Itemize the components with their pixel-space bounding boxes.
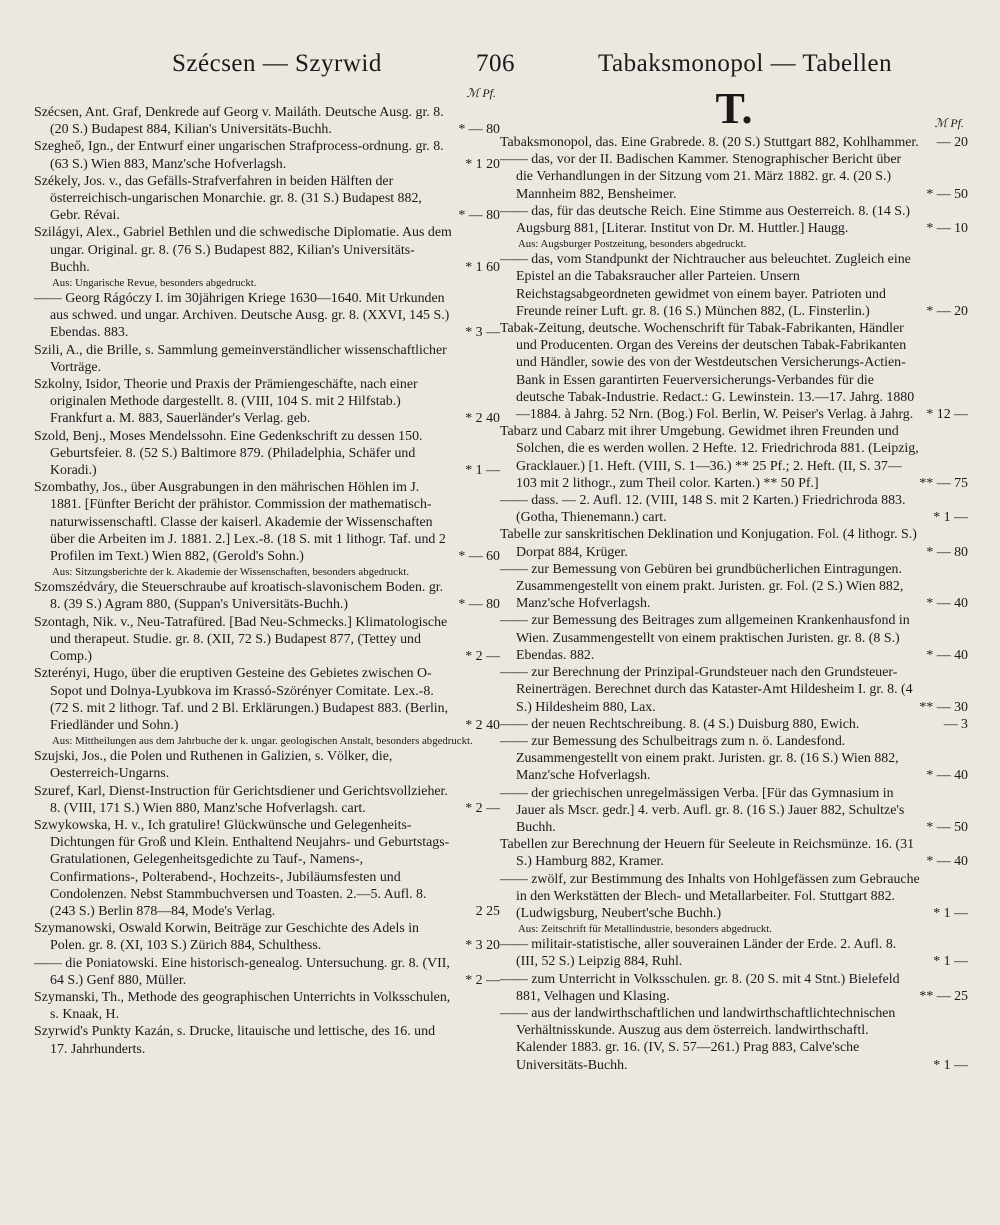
- entry-price: * 1 —: [933, 510, 968, 526]
- entry-note: Aus: Ungarische Revue, besonders abgedruckt.: [52, 277, 257, 290]
- entry-text: Tabak-Zeitung, deutsche. Wochenschrift für Tabak-Fabrikanten, Händler und Producenten. Organ des Vereins der deutschen Tabak-Fabrikanten und Händler, sowie des von der Westdeutschen Versicherungs-Actien-Bank in Essen garantirten Feuerversicherungs-Verbandes für die deutsche Tabak-Industrie. Redact.: G. Lewinstein. 13.—17. Jahrg. 1880—1884. à Jahrg. 52 Nrn. (Bog.) Fol. Berlin, W. Peiser's Verlag. à Jahrg.: [500, 321, 915, 423]
- entry-price: * — 80: [458, 208, 500, 224]
- entry-text: —— das, vor der II. Badischen Kammer. Stenographischer Bericht über die Verhandlungen in der Sitzung vom 21. März 1882. gr. 4. (20 S.) Mannheim 882, Bensheimer.: [500, 152, 902, 202]
- entry-price: — 20: [936, 135, 968, 150]
- bibliography-entry: [34, 989, 500, 1023]
- entry-price: ** — 30: [919, 699, 968, 715]
- entry-text: Szuref, Karl, Dienst-Instruction für Gerichtsdiener und Gerichtsvollzieher. 8. (VIII, 171 S.) Wien 880, Manz'sche Hofverlagsh. cart.: [34, 783, 448, 816]
- entry-text: Szegheő, Ign., der Entwurf einer ungarischen Strafprocess-ordnung. gr. 8. (63 S.) Wien 883, Manz'sche Hofverlagsh.: [34, 139, 444, 172]
- entry-price: 2 25: [475, 903, 500, 919]
- bibliography-entry: [500, 203, 968, 237]
- entry-text: —— der neuen Rechtschreibung. 8. (4 S.) Duisburg 880, Ewich.: [500, 716, 860, 732]
- entry-text: —— dass. — 2. Aufl. 12. (VIII, 148 S. mit 2 Karten.) Friedrichroda 883. (Gotha, Thienemann.) cart.: [500, 493, 906, 526]
- left-column: [34, 86, 500, 1058]
- entry-text: Szterényi, Hugo, über die eruptiven Gesteine des Gebietes zwischen O-Sopot und Dolnya-Lyubkova im Krassó-Szörényer Comitate. Lex.-8. (72 S. mit 2 lithogr. Taf. und 2 Bl. Erklärungen.) Budapest 883. (Berlin, Friedländer und Sohn.): [34, 666, 449, 733]
- entry-text: —— die Poniatowski. Eine historisch-genealog. Untersuchung. gr. 8. (VII, 64 S.) Genf 880, Müller.: [34, 955, 450, 988]
- bibliography-entry: [34, 104, 500, 138]
- entry-price: * — 80: [926, 544, 968, 560]
- bibliography-entry: [34, 479, 500, 565]
- entry-note: Aus: Sitzungsberichte der k. Akademie der Wissenschaften, besonders abgedruckt.: [52, 566, 410, 579]
- header-right: Tabaksmonopol — Tabellen: [598, 50, 893, 77]
- bibliography-entry: [34, 138, 500, 172]
- entry-price: ** — 75: [919, 475, 968, 491]
- bibliography-entry: [500, 561, 968, 613]
- entry-price: * — 10: [926, 221, 968, 237]
- entry-text: —— militair-statistische, aller souverainen Länder der Erde. 2. Aufl. 8. (III, 52 S.) Leipzig 884, Ruhl.: [500, 937, 897, 970]
- entry-text: Szujski, Jos., die Polen und Ruthenen in Galizien, s. Völker, die, Oesterreich-Ungarns.: [34, 749, 393, 782]
- entry-price: * — 60: [458, 549, 500, 565]
- bibliography-entry: [500, 733, 968, 785]
- entry-text: Tabarz und Cabarz mit ihrer Umgebung. Gewidmet ihren Freunden und Solchen, die es werden wollen. 2 Hefte. 12. Friedrichroda 881. (Leipzig, Gracklauer.) [1. Heft. (VIII, S. 1—36.) ** 25 Pf.; 2. Heft. (II, S. 37—103 mit 2 lithogr., zum Theil color. Karten.) ** 50 Pf.]: [500, 424, 919, 491]
- entry-price: * 2 40: [465, 717, 500, 733]
- entry-text: Szontagh, Nik. v., Neu-Tatrafüred. [Bad Neu-Schmecks.] Klimatologische und therapeut. Studie. gr. 8. (XII, 72 S.) Budapest 877, (Tettey und Comp.): [34, 614, 448, 665]
- entry-price: — 3: [943, 716, 968, 732]
- bibliography-entry: [500, 716, 968, 733]
- entry-text: Szyrwid's Punkty Kazán, s. Drucke, litauische und lettische, des 16. und 17. Jahrhunderts.: [34, 1024, 436, 1057]
- currency-header-left: ℳ Pf.: [466, 86, 496, 100]
- entry-text: —— aus der landwirthschaftlichen und landwirthschaftlichtechnischen Verhältnisskunde. Auszug aus dem österreich. landwirthschaftl. Kalender 1883. gr. 16. (IV, S. 57—261.) Prag 883, Calve'sche Universitäts-Buchh.: [500, 1005, 896, 1073]
- bibliography-entry: [34, 748, 500, 782]
- bibliography-entry: [34, 614, 500, 666]
- bibliography-entry: [34, 173, 500, 225]
- bibliography-entry: [500, 526, 968, 560]
- entry-price: * 3 20: [465, 938, 500, 954]
- bibliography-entry: [500, 423, 968, 492]
- entry-text: —— Georg Rágóczy I. im 30jährigen Kriege 1630—1640. Mit Urkunden aus schwed. und ungar. Archiven. Deutsche Ausg. gr. 8. (XXVI, 145 S.) Ebendas. 883.: [34, 291, 450, 341]
- bibliography-entry: [500, 971, 968, 1005]
- bibliography-entry: [500, 785, 968, 837]
- bibliography-entry: [500, 871, 968, 923]
- entry-text: Szwykowska, H. v., Ich gratulire! Glückwünsche und Gelegenheits-Dichtungen für Groß und Klein. Enthaltend Neujahrs- und Geburtstags-Gratulationen, Gelegenheitsgedichte zu Tauf-, Namens-, Confirmations-, Polterabend-, Hochzeits-, Jubiläumsfesten und Condolenzen. Nebst Stammbuchversen und Toasten. 2.—5. Aufl. 8. (243 S.) Berlin 878—84, Mode's Verlag.: [34, 817, 450, 919]
- bibliography-entry: [500, 151, 968, 203]
- entry-price: * — 50: [926, 819, 968, 835]
- bibliography-entry: [34, 665, 500, 734]
- bibliography-entry: [500, 612, 968, 664]
- entry-text: —— zum Unterricht in Volksschulen. gr. 8. (20 S. mit 4 Stnt.) Bielefeld 881, Velhagen und Klasing.: [500, 971, 900, 1004]
- entry-text: —— zur Berechnung der Prinzipal-Grundsteuer nach den Grundsteuer-Reinerträgen. Berechnet durch das Kataster-Amt Hildesheim I. gr. 8. (4 S.) Hildesheim 880, Lax.: [500, 665, 913, 715]
- entry-note: Aus: Augsburger Postzeitung, besonders abgedruckt.: [518, 238, 747, 251]
- entry-price: * 1 —: [933, 905, 968, 921]
- page-number: 706: [476, 50, 515, 77]
- entry-text: —— der griechischen unregelmässigen Verba. [Für das Gymnasium in Jauer als Mscr. gedr.] 4. verb. Aufl. gr. 8. (16 S.) Jauer 882, Schultze's Buchh.: [500, 785, 905, 835]
- entry-text: Szécsen, Ant. Graf, Denkrede auf Georg v. Mailáth. Deutsche Ausg. gr. 8. (20 S.) Budapest 884, Kilian's Universitäts-Buchh.: [34, 105, 444, 138]
- entry-text: —— zwölf, zur Bestimmung des Inhalts von Hohlgefässen zum Gebrauche in den Werkstätten der Blech- und Metallarbeiter. Fol. Stuttgart 882. (Ludwigsburg, Neubert'sche Buchh.): [500, 871, 920, 921]
- bibliography-entry: [500, 1005, 968, 1074]
- section-letter: T.: [715, 84, 753, 133]
- bibliography-entry: [500, 251, 968, 320]
- entry-text: Tabellen zur Berechnung der Heuern für Seeleute in Reichsmünze. 16. (31 S.) Hamburg 882, Kramer.: [500, 837, 915, 870]
- entry-text: —— zur Bemessung des Beitrages zum allgemeinen Krankenhausfond in Wien. Zusammengestellt von einem praktischen Juristen. gr. 8. (8 S.) Ebendas. 882.: [500, 613, 910, 663]
- entry-text: Szymanski, Th., Methode des geographischen Unterrichts in Volksschulen, s. Knaak, H.: [34, 989, 451, 1023]
- entry-price: * 2 —: [465, 800, 500, 816]
- entry-price: * — 40: [926, 768, 968, 784]
- bibliography-entry: [34, 342, 500, 376]
- entry-price: * 2 —: [465, 972, 500, 988]
- entry-price: * 2 —: [465, 649, 500, 665]
- entry-text: Székely, Jos. v., das Gefälls-Strafverfahren in beiden Hälften der österreichisch-ungarischen Monarchie. gr. 8. (31 S.) Budapest 882, Gebr. Révai.: [34, 173, 422, 224]
- entry-text: Szilágyi, Alex., Gabriel Bethlen und die schwedische Diplomatie. Aus dem ungar. Original. gr. 8. (76 S.) Budapest 882, Kilian's Universitäts-Buchh.: [34, 225, 452, 275]
- entry-note: Aus: Zeitschrift für Metallindustrie, besonders abgedruckt.: [518, 923, 772, 936]
- entry-price: * — 40: [926, 647, 968, 663]
- entry-price: * 1 —: [465, 463, 500, 479]
- bibliography-entry: [34, 428, 500, 480]
- entry-price: * 1 20: [465, 156, 500, 172]
- bibliography-entry: [34, 290, 500, 342]
- bibliography-entry: [34, 955, 500, 989]
- left-entries: [34, 104, 500, 1058]
- entry-text: Szomszédváry, die Steuerschraube auf kroatisch-slavonischem Boden. gr. 8. (39 S.) Agram 880, (Suppan's Universitäts-Buchh.): [34, 580, 444, 613]
- entry-text: Szkolny, Isidor, Theorie und Praxis der Prämiengeschäfte, nach einer originalen Methode dargestellt. 8. (VIII, 104 S. mit 2 Hilfstab.) Frankfurt a. M. 883, Sauerländer's Verlag. geb.: [34, 377, 418, 427]
- entry-price: * 12 —: [926, 407, 968, 423]
- bibliography-entry: [34, 579, 500, 613]
- bibliography-entry: [500, 664, 968, 716]
- entry-price: * 1 60: [465, 259, 500, 275]
- bibliography-entry: [500, 320, 968, 423]
- header-left: Szécsen — Szyrwid: [172, 50, 382, 77]
- entry-price: * — 40: [926, 854, 968, 870]
- entry-text: Szombathy, Jos., über Ausgrabungen in den mährischen Höhlen im J. 1881. [Fünfter Bericht der prähistor. Commission der mathematisch-naturwissenschaftl. Classe der kaiserl. Akademie der Wissenschaften über die Arbeiten im J. 1881. 2.] Lex.-8. (18 S. mit 1 lithogr. Taf. und 2 Profilen im Text.) Wien 882, (Gerold's Sohn.): [34, 480, 446, 565]
- entry-price: * — 80: [458, 122, 500, 138]
- bibliography-entry: [34, 1023, 500, 1057]
- bibliography-entry: [34, 920, 500, 954]
- entry-price: * — 20: [926, 303, 968, 319]
- bibliography-entry: [34, 376, 500, 428]
- bibliography-entry: [500, 492, 968, 526]
- entry-text: Tabaksmonopol, das. Eine Grabrede. 8. (20 S.) Stuttgart 882, Kohlhammer.: [500, 135, 919, 150]
- right-column: [500, 82, 968, 1074]
- entry-text: —— das, vom Standpunkt der Nichtraucher aus beleuchtet. Zugleich eine Epistel an die Tabaksraucher aller Parteien. Unsern Reichstagsabgeordneten gewidmet von einem bayer. Patrioten und Freunde reiner Luft. gr. 8. (16 S.) München 882, (L. Finsterlin.): [500, 252, 911, 319]
- entry-price: * — 40: [926, 596, 968, 612]
- entry-text: Szili, A., die Brille, s. Sammlung gemeinverständlicher wissenschaftlicher Vorträge.: [34, 342, 447, 375]
- entry-text: Szold, Benj., Moses Mendelssohn. Eine Gedenkschrift zu dessen 150. Geburtsfeier. 8. (52 S.) Baltimore 879. (Philadelphia, Schäfer und Koradi.): [34, 428, 423, 479]
- entry-price: * — 50: [926, 186, 968, 202]
- entry-price: * 1 —: [933, 954, 968, 970]
- entry-text: Szymanowski, Oswald Korwin, Beiträge zur Geschichte des Adels in Polen. gr. 8. (XI, 103 S.) Zürich 884, Schulthess.: [34, 921, 419, 954]
- entry-price: * — 80: [458, 597, 500, 613]
- currency-header-right: ℳ Pf.: [934, 116, 964, 130]
- entry-price: ** — 25: [919, 988, 968, 1004]
- bibliography-entry: [34, 817, 500, 920]
- bibliography-entry: [34, 224, 500, 276]
- entry-text: Tabelle zur sanskritischen Deklination und Konjugation. Fol. (4 lithogr. S.) Dorpat 884, Krüger.: [500, 527, 917, 560]
- entry-text: —— das, für das deutsche Reich. Eine Stimme aus Oesterreich. 8. (14 S.) Augsburg 881, [Literar. Institut von Dr. M. Huttler.] Haugg.: [500, 203, 911, 237]
- right-entries: [500, 134, 968, 1074]
- entry-text: —— zur Bemessung des Schulbeitrags zum n. ö. Landesfond. Zusammengestellt von einem prakt. Juristen. gr. 8. (16 S.) Wien 882, Manz'sche Hofverlagsh.: [500, 733, 899, 784]
- entry-price: * 1 —: [933, 1057, 968, 1073]
- entry-price: * 2 40: [465, 411, 500, 427]
- entry-price: * 3 —: [465, 325, 500, 341]
- bibliography-entry: [34, 783, 500, 817]
- bibliography-entry: [500, 134, 968, 151]
- entry-text: —— zur Bemessung von Gebüren bei grundbücherlichen Eintragungen. Zusammengestellt von einem prakt. Juristen. gr. Fol. (2 S.) Wien 882, Manz'sche Hofverlagsh.: [500, 561, 904, 612]
- entry-note: Aus: Mittheilungen aus dem Jahrbuche der k. ungar. geologischen Anstalt, besonders abgedruckt.: [52, 735, 473, 748]
- bibliography-entry: [500, 836, 968, 870]
- bibliography-entry: [500, 936, 968, 970]
